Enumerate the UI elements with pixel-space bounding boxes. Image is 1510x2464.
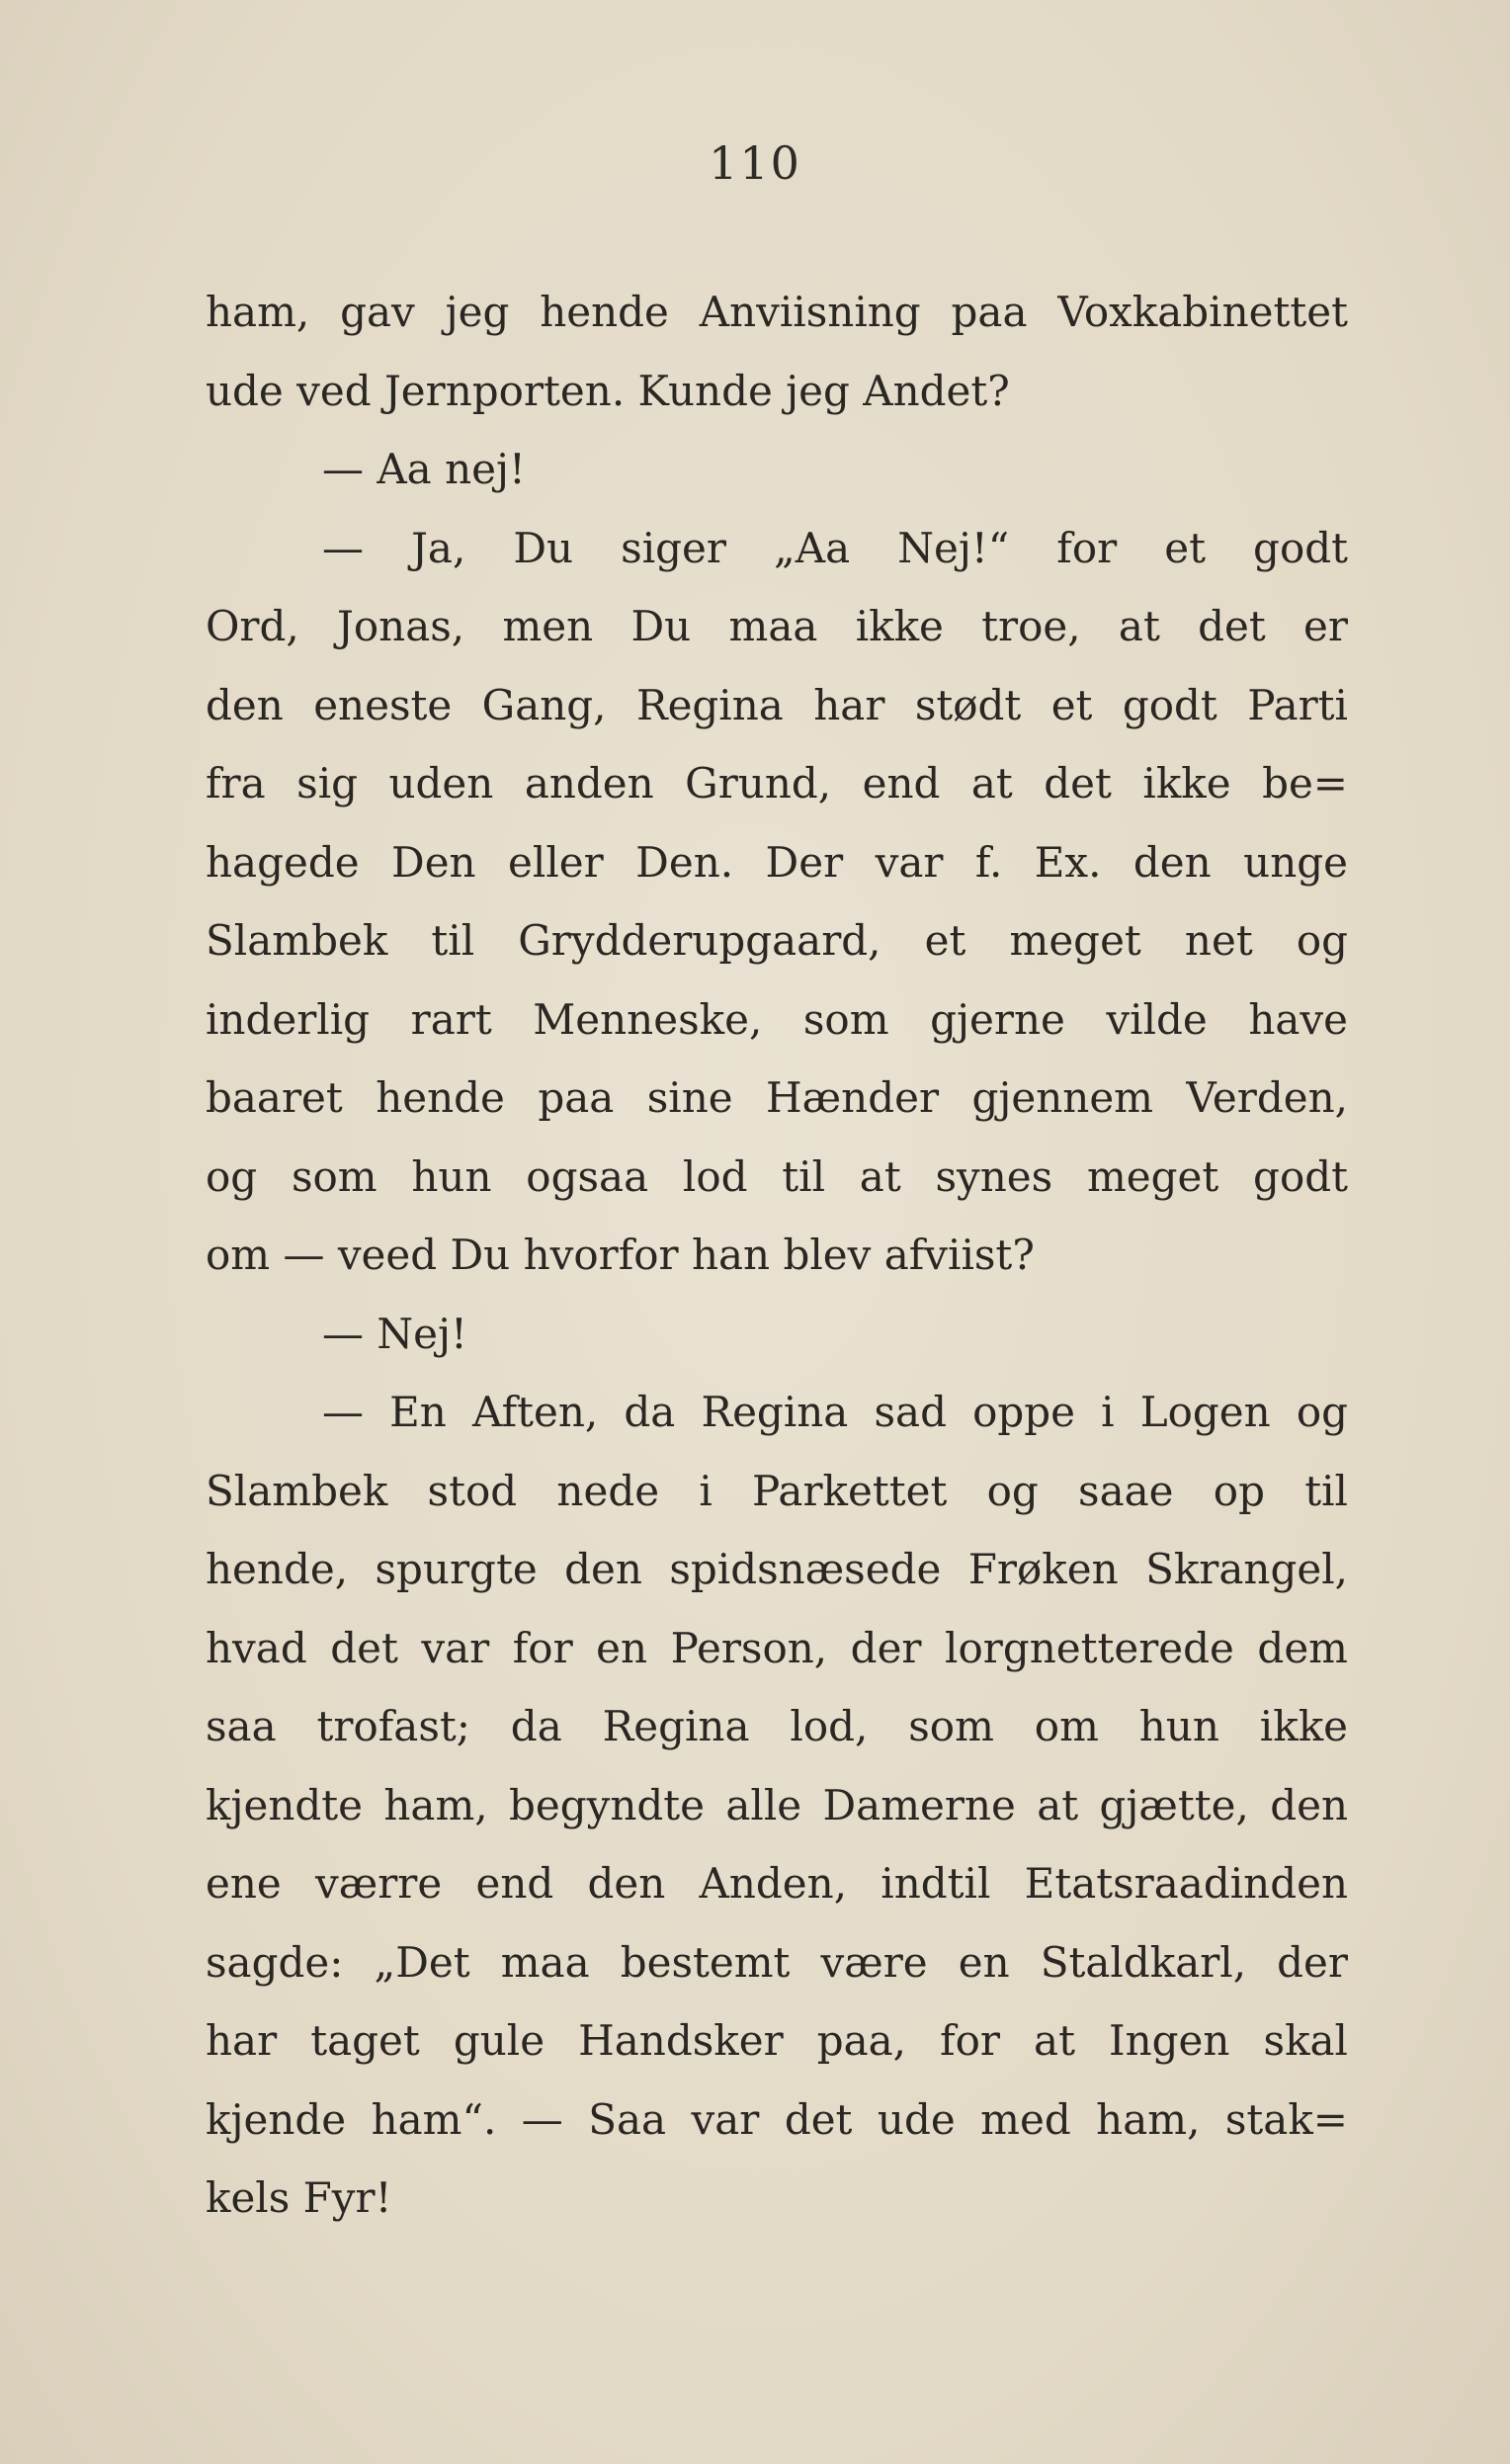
text-line: den eneste Gang, Regina har stødt et godt Parti (206, 680, 1348, 729)
text-line: kjendte ham, begyndte alle Damerne at gjætte, den (206, 1780, 1348, 1829)
text-line: Slambek til Grydderupgaard, et meget net og (206, 916, 1348, 965)
text-line: inderlig rart Menneske, som gjerne vilde have (206, 994, 1348, 1044)
text-line: og som hun ogsaa lod til at synes meget godt (206, 1151, 1348, 1201)
text-line: ham, gav jeg hende Anviisning paa Voxkabinettet (206, 288, 1348, 336)
text-line: — Ja, Du siger „Aa Nej!“ for et godt (322, 523, 1348, 572)
text-line: Slambek stod nede i Parkettet og saae op til (206, 1466, 1348, 1515)
text-line: ene værre end den Anden, indtil Etatsraadinden (206, 1859, 1348, 1908)
page-number: 110 (709, 136, 801, 190)
text-line: har taget gule Handsker paa, for at Ingen skal (206, 2016, 1348, 2065)
text-line: fra sig uden anden Grund, end at det ikke be= (206, 759, 1348, 807)
text-line: — Nej! (322, 1309, 467, 1358)
text-line: hende, spurgte den spidsnæsede Frøken Skrangel, (206, 1545, 1348, 1593)
text-line: sagde: „Det maa bestemt være en Staldkarl, der (206, 1937, 1348, 1987)
text-line: hagede Den eller Den. Der var f. Ex. den unge (206, 837, 1348, 887)
text-line: saa trofast; da Regina lod, som om hun ikke (206, 1702, 1348, 1750)
text-line: ude ved Jernporten. Kunde jeg Andet? (206, 366, 1010, 415)
text-line: om — veed Du hvorfor han blev afviist? (206, 1231, 1035, 1279)
text-line: — Aa nej! (322, 445, 526, 493)
body-text (206, 273, 1348, 2238)
text-line: hvad det var for en Person, der lorgnetterede dem (206, 1623, 1348, 1672)
text-line: — En Aften, da Regina sad oppe i Logen og (322, 1388, 1348, 1436)
text-line: Ord, Jonas, men Du maa ikke troe, at det er (206, 602, 1348, 650)
text-line: kjende ham“. — Saa var det ude med ham, stak= (206, 2094, 1348, 2144)
text-line: baaret hende paa sine Hænder gjennem Verden, (206, 1073, 1348, 1122)
text-line: kels Fyr! (206, 2173, 392, 2222)
